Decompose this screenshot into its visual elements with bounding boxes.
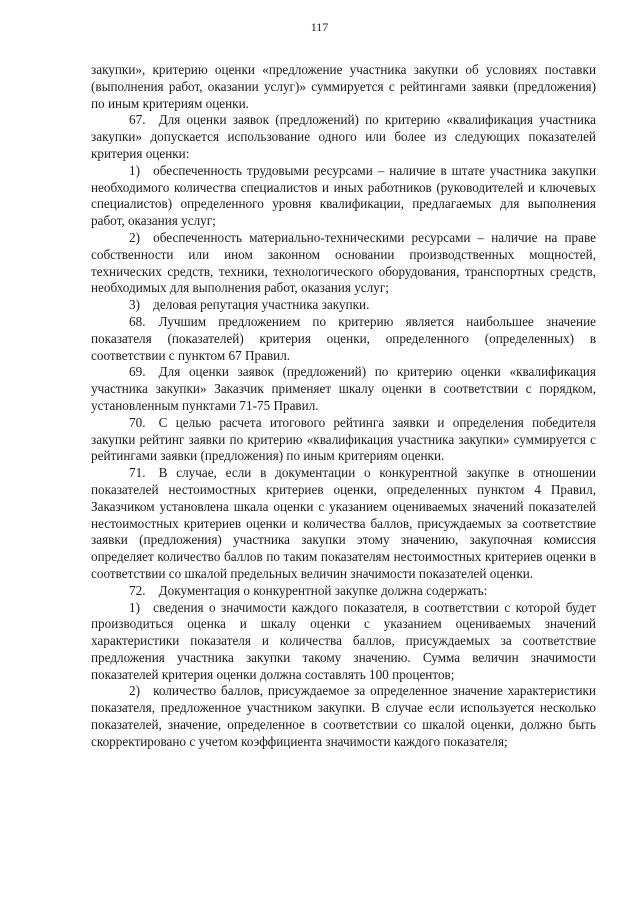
paragraph-70: 70. С целью расчета итогового рейтинга заявки и определения победителя закупки рейтинг заявки по критерию «квалификация участника закупки» суммируется с рейтингами заявки (предложения) по иным критериям оценки.: [91, 414, 596, 464]
page-number: 117: [310, 20, 329, 34]
paragraph: закупки», критерию оценки «предложение участника закупки об условиях поставки (выполнения работ, оказании услуг)» суммируется с рейтингами заявки (предложения) по иным критериям оценки.: [91, 62, 596, 111]
paragraph-72: 72. Документация о конкурентной закупке должна содержать:: [129, 582, 488, 598]
list-item-3: 3) деловая репутация участника закупки.: [129, 297, 370, 313]
paragraph-67: 67. Для оценки заявок (предложений) по критерию «квалификация участника закупки» допускается использование одного или более из следующих показателей критерия оценки:: [91, 112, 596, 161]
paragraph-68: 68. Лучшим предложением по критерию является наибольшее значение показателя (показателей) критерия оценки, определенного (определенных) в соответствии с пунктом 67 Правил.: [91, 313, 596, 363]
list-item-1: 1) обеспеченность трудовыми ресурсами – наличие в штате участника закупки необходимого количества специалистов и иных работников (руководителей и ключевых специалистов) определенного уровня квалификации, предлагаемых для выполнения работ, оказания услуг;: [91, 162, 596, 229]
list-item-1: 1) сведения о значимости каждого показателя, в соответствии с которой будет производиться оценка и шкалу оценки с указанием оцениваемых значений характеристики показателя и количества баллов, присуждаемых за соответствие предложения участника закупки такому значению. Сумма величин значимости показателей критерия оценки должна составлять 100 процентов;: [91, 599, 596, 682]
list-item-2: 2) обеспеченность материально-техническими ресурсами – наличие на праве собственности или ином законном основании производственных мощностей, технических средств, техники, технологического оборудования, транспортных средств, необходимых для выполнения работ, оказания услуг;: [91, 229, 596, 296]
list-item-2: 2) количество баллов, присуждаемое за определенное значение характеристики показателя, предложенное участником закупки. В случае если используется несколько показателей, значение, определенное в соответствии со шкалой оценки, должно быть скорректировано с учетом коэффициента значимости каждого показателя;: [91, 683, 596, 749]
document-body: [91, 62, 596, 751]
paragraph-69: 69. Для оценки заявок (предложений) по критерию оценки «квалификация участника закупки» Заказчик применяет шкалу оценки в соответствии с порядком, установленным пунктами 71-75 Правил.: [91, 364, 596, 413]
paragraph-71: 71. В случае, если в документации о конкурентной закупке в отношении показателей нестоимостных критериев оценки, определенных пунктом 4 Правил, Заказчиком установлена шкала оценки с указанием оцениваемых значений показателей нестоимостных критериев оценки и количества баллов, присуждаемых за соответствие заявки (предложения) участника закупки этому значению, закупочная комиссия определяет количество баллов по таким показателям нестоимостных критериев оценки в соответствии со шкалой предельных величин значимости показателей оценки.: [91, 465, 596, 581]
